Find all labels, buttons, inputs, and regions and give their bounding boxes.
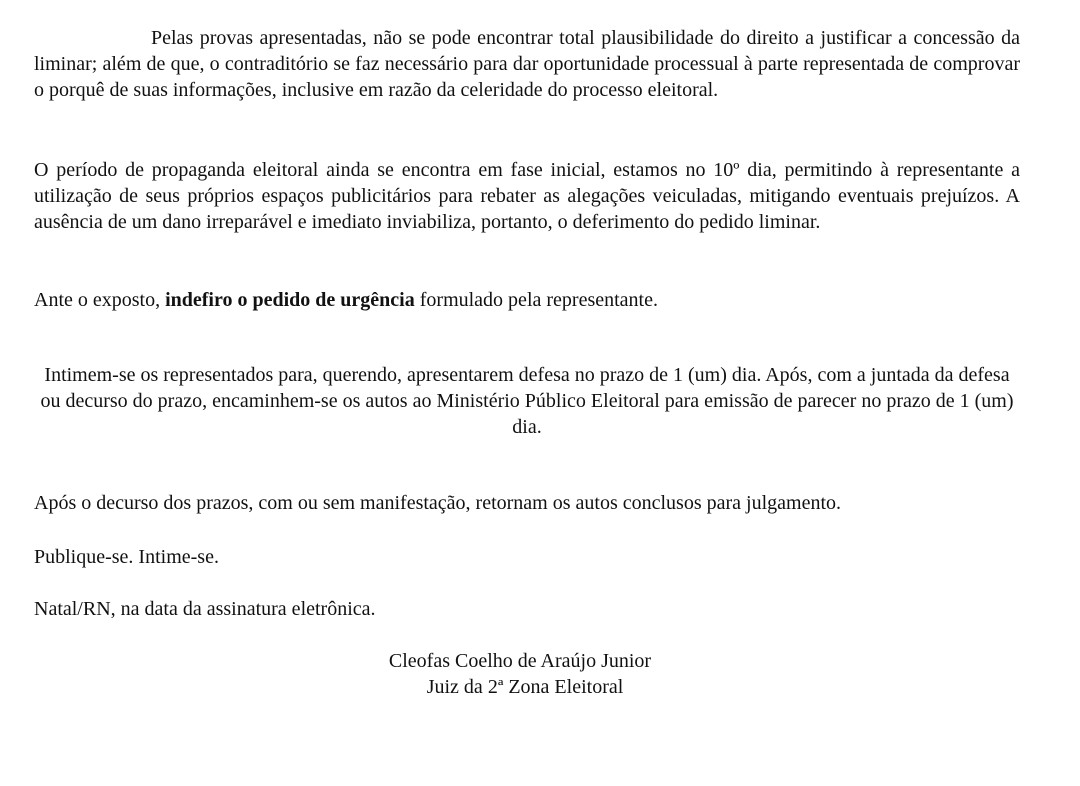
- decision-text-before: Ante o exposto,: [34, 289, 166, 311]
- signature-title: Juiz da 2ª Zona Eleitoral: [426, 676, 624, 698]
- paragraph-liminar-reasoning: Pelas provas apresentadas, não se pode encontrar total plausibilidade do direito a justificar a concessão da liminar; além de que, o contraditório se faz necessário para dar oportunidade processual à parte representada de comprovar o porquê de suas informações, inclusive em razão da celeridade do processo eleitoral.: [34, 27, 1020, 101]
- signature-block: [300, 648, 740, 700]
- paragraph-decision: [34, 287, 1020, 313]
- paragraph-place-date: Natal/RN, na data da assinatura eletrônica.: [34, 598, 376, 620]
- signature-name: Cleofas Coelho de Araújo Junior: [388, 650, 652, 672]
- decision-text-after: formulado pela representante.: [414, 289, 658, 311]
- paragraph-intimation: Intimem-se os representados para, querendo, apresentarem defesa no prazo de 1 (um) dia. Após, com a juntada da defesa ou decurso do prazo, encaminhem-se os autos ao Ministério Público Eleitoral para emissão de parecer no prazo de 1 (um) dia.: [40, 364, 1014, 438]
- paragraph-propaganda-period: O período de propaganda eleitoral ainda se encontra em fase inicial, estamos no 10º dia, permitindo à representante a utilização de seus próprios espaços publicitários para rebater as alegações veiculadas, mitigando eventuais prejuízos. A ausência de um dano irreparável e imediato inviabiliza, portanto, o deferimento do pedido liminar.: [34, 159, 1020, 233]
- paragraph-deadlines: Após o decurso dos prazos, com ou sem manifestação, retornam os autos conclusos para julgamento.: [34, 492, 842, 514]
- decision-bold-text: indefiro o pedido de urgência: [165, 289, 415, 311]
- paragraph-publish: Publique-se. Intime-se.: [34, 546, 219, 568]
